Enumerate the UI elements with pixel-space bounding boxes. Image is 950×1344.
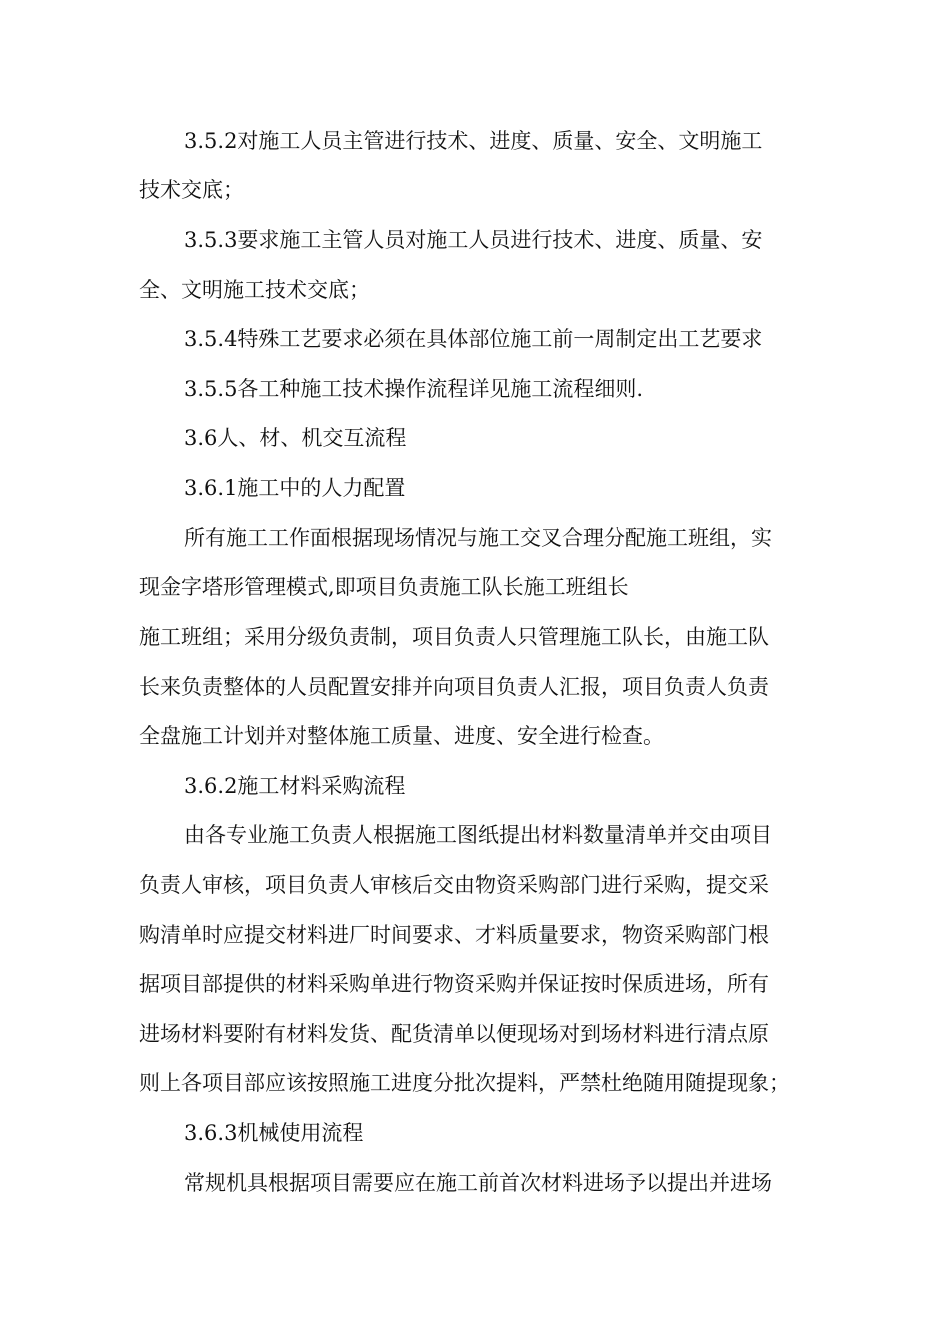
clause-3-5-3-line-2: 全、文明施工技术交底； (139, 278, 370, 302)
procurement-paragraph-line-6: 则上各项目部应该按照施工进度分批次提料，严禁杜绝随用随提现象； (139, 1071, 790, 1095)
staffing-paragraph-line-3: 施工班组；采用分级负责制，项目负责人只管理施工队长，由施工队 (139, 625, 769, 649)
clause-3-5-5-line: 3.5.5各工种施工技术操作流程详见施工流程细则. (184, 377, 644, 401)
procurement-paragraph-line-1: 由各专业施工负责人根据施工图纸提出材料数量清单并交由项目 (184, 823, 772, 847)
procurement-paragraph-line-2: 负责人审核，项目负责人审核后交由物资采购部门进行采购，提交采 (139, 873, 769, 897)
staffing-paragraph-line-4: 长来负责整体的人员配置安排并向项目负责人汇报，项目负责人负责 (139, 675, 769, 699)
section-3-6-3-heading: 3.6.3机械使用流程 (184, 1121, 364, 1145)
clause-3-5-4-line: 3.5.4特殊工艺要求必须在具体部位施工前一周制定出工艺要求 (184, 327, 763, 351)
section-3-6-heading: 3.6人、材、机交互流程 (184, 426, 407, 450)
machinery-paragraph-line-1: 常规机具根据项目需要应在施工前首次材料进场予以提出并进场 (184, 1171, 772, 1195)
section-3-6-2-heading: 3.6.2施工材料采购流程 (184, 774, 406, 798)
procurement-paragraph-line-3: 购清单时应提交材料进厂时间要求、才料质量要求，物资采购部门根 (139, 923, 769, 947)
staffing-paragraph-line-2: 现金字塔形管理模式,即项目负责施工队长施工班组长 (139, 575, 629, 599)
section-3-6-1-heading: 3.6.1施工中的人力配置 (184, 476, 406, 500)
staffing-paragraph-line-5: 全盘施工计划并对整体施工质量、进度、安全进行检查。 (139, 724, 664, 748)
clause-3-5-2-line-2: 技术交底； (139, 178, 244, 202)
clause-3-5-2-line-1: 3.5.2对施工人员主管进行技术、进度、质量、安全、文明施工 (184, 129, 763, 153)
staffing-paragraph-line-1: 所有施工工作面根据现场情况与施工交叉合理分配施工班组，实 (184, 526, 772, 550)
clause-3-5-3-line-1: 3.5.3要求施工主管人员对施工人员进行技术、进度、质量、安 (184, 228, 763, 252)
procurement-paragraph-line-5: 进场材料要附有材料发货、配货清单以便现场对到场材料进行清点原 (139, 1022, 769, 1046)
procurement-paragraph-line-4: 据项目部提供的材料采购单进行物资采购并保证按时保质进场，所有 (139, 972, 769, 996)
